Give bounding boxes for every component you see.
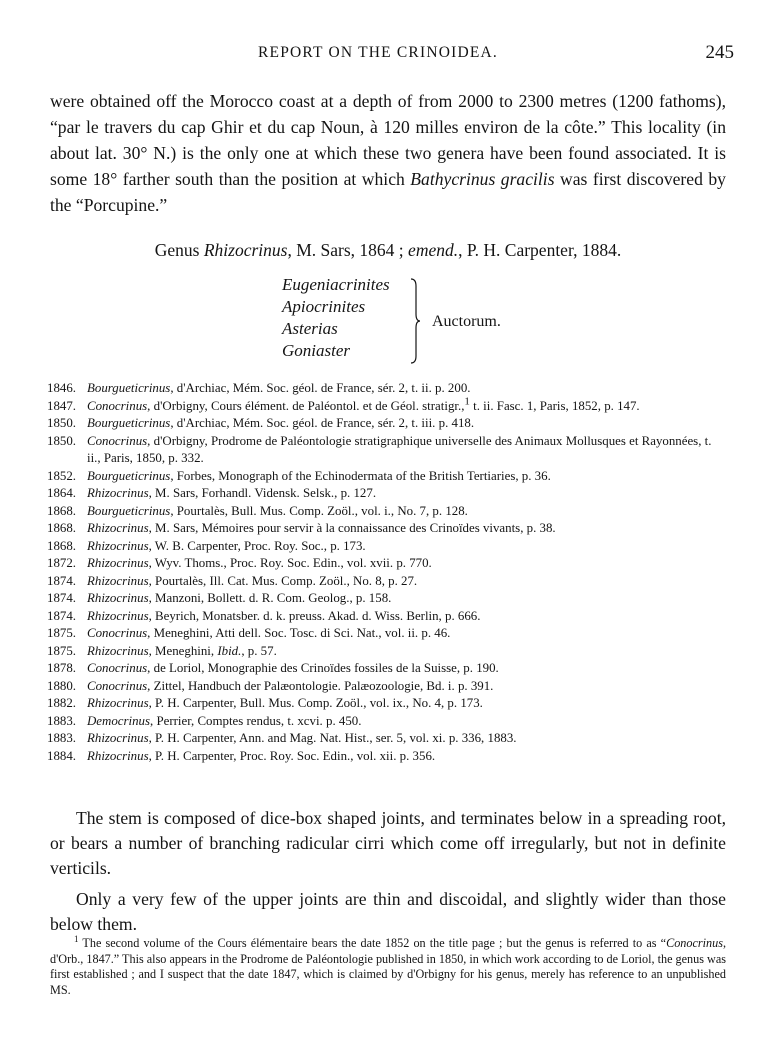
reference-text: , P. H. Carpenter, Proc. Roy. Soc. Edin., vol. xii. p. 356.	[148, 748, 436, 763]
reference-genus: Rhizocrinus	[87, 538, 149, 553]
reference-genus: Rhizocrinus	[87, 521, 149, 535]
reference-year: 1874.	[47, 573, 77, 588]
footnote-italic: Conocrinus	[666, 936, 723, 950]
reference-text: , Zittel, Handbuch der Palæontologie. Palæozoologie, Bd. i. p. 391.	[147, 678, 494, 693]
reference-year: 1884.	[47, 748, 77, 763]
reference-entry	[47, 660, 727, 678]
footnote	[50, 933, 726, 998]
reference-genus: Rhizocrinus	[87, 608, 149, 623]
genus-heading-suffix: , P. H. Carpenter, 1884.	[458, 240, 622, 260]
reference-year: 1883.	[47, 713, 77, 728]
reference-text: , P. H. Carpenter, Ann. and Mag. Nat. Hist., ser. 5, vol. xi. p. 336, 1883.	[148, 731, 517, 745]
reference-year: 1875.	[47, 626, 77, 640]
footnote-text-2: , d'Orb., 1847.” This also appears in the Prodrome de Paléontologie published in 1850, in which work according to de Loriol, the genus was first established ; and I suspect that the date 1847, which is claimed by d'Orbigny for his genus, merely has reference to an unpublished MS.	[50, 936, 726, 997]
reference-text: , Meneghini,	[148, 643, 218, 658]
reference-year: 1864.	[47, 486, 77, 500]
reference-entry	[47, 538, 727, 556]
reference-text: , d'Orbigny, Prodrome de Paléontologie stratigraphique universelle des Animaux Mollusques et Rayonnées, t. ii., Paris, 1850, p. 332.	[87, 433, 712, 465]
reference-entry	[47, 520, 727, 538]
reference-year: 1846.	[47, 381, 77, 395]
reference-text-continued: , p. 57.	[241, 643, 277, 658]
synonym-list	[282, 274, 390, 362]
reference-entry	[47, 730, 727, 748]
reference-entry	[47, 503, 727, 521]
reference-entry	[47, 485, 727, 503]
running-head: REPORT ON THE CRINOIDEA.	[258, 44, 498, 61]
reference-text: , d'Archiac, Mém. Soc. géol. de France, sér. 2, t. ii. p. 200.	[170, 381, 471, 395]
body-paragraph: The stem is composed of dice-box shaped joints, and terminates below in a spreading root, or bears a number of branching radicular cirri which come off irregularly, but not in definite verticils.	[50, 808, 726, 878]
synonym-item: Apiocrinites	[282, 297, 366, 316]
reference-entry	[47, 590, 727, 608]
synonymy-references	[47, 380, 727, 765]
reference-entry	[47, 748, 727, 766]
reference-genus: Rhizocrinus	[87, 591, 149, 605]
reference-text-continued: t. ii. Fasc. 1, Paris, 1852, p. 147.	[469, 398, 640, 413]
genus-heading	[0, 240, 776, 261]
reference-year: 1883.	[47, 731, 77, 745]
genus-heading-emend: emend.	[408, 240, 459, 260]
reference-year: 1847.	[47, 398, 77, 413]
reference-year: 1868.	[47, 503, 77, 518]
reference-entry	[47, 625, 727, 643]
reference-text: , de Loriol, Monographie des Crinoïdes fossiles de la Suisse, p. 190.	[147, 661, 499, 675]
reference-text: , M. Sars, Forhandl. Vidensk. Selsk., p. 127.	[148, 486, 377, 500]
reference-year: 1878.	[47, 661, 77, 675]
reference-year: 1874.	[47, 591, 77, 605]
reference-genus: Bourgueticrinus	[87, 381, 171, 395]
footnote-text-1: The second volume of the Cours élémentaire bears the date 1852 on the title page ; but the genus is referred to as “	[78, 936, 667, 950]
reference-genus: Bourgueticrinus	[87, 468, 171, 483]
reference-entry	[47, 695, 727, 713]
body-paragraph: Only a very few of the upper joints are thin and discoidal, and slightly wider than those below them.	[50, 889, 726, 934]
reference-text: , Beyrich, Monatsber. d. k. preuss. Akad. d. Wiss. Berlin, p. 666.	[148, 608, 481, 623]
reference-ibid: Ibid.	[217, 643, 242, 658]
reference-entry	[47, 678, 727, 696]
synonym-item: Eugeniacrinites	[282, 275, 390, 294]
reference-year: 1852.	[47, 468, 77, 483]
reference-entry	[47, 608, 727, 626]
reference-genus: Democrinus	[87, 713, 151, 728]
synonym-item: Goniaster	[282, 341, 350, 360]
reference-year: 1874.	[47, 608, 77, 623]
reference-entry	[47, 395, 727, 416]
genus-heading-name: Rhizocrinus	[203, 240, 288, 260]
footnote-marker: 1	[464, 395, 470, 408]
genus-heading-prefix: Genus	[154, 240, 204, 260]
reference-genus: Conocrinus	[87, 661, 148, 675]
footnote-number: 1	[74, 933, 79, 944]
reference-genus: Conocrinus	[87, 678, 148, 693]
reference-year: 1868.	[47, 538, 77, 553]
reference-text: , M. Sars, Mémoires pour servir à la connaissance des Crinoïdes vivants, p. 38.	[148, 521, 556, 535]
reference-entry	[47, 573, 727, 591]
reference-genus: Conocrinus	[87, 398, 148, 413]
reference-genus: Rhizocrinus	[87, 556, 149, 570]
synonym-item: Asterias	[282, 319, 338, 338]
reference-genus: Bourgueticrinus	[87, 416, 171, 430]
reference-text: , W. B. Carpenter, Proc. Roy. Soc., p. 173.	[148, 538, 366, 553]
reference-entry	[47, 380, 727, 398]
reference-text: , Forbes, Monograph of the Echinodermata of the British Tertiaries, p. 36.	[170, 468, 551, 483]
page-header	[0, 44, 776, 68]
reference-year: 1872.	[47, 556, 77, 570]
auctorum-label: Auctorum.	[432, 313, 501, 330]
reference-genus: Conocrinus	[87, 433, 148, 448]
reference-text: , d'Orbigny, Cours élément. de Paléontol. et de Géol. stratigr.,	[147, 398, 465, 413]
reference-year: 1868.	[47, 521, 77, 535]
reference-genus: Rhizocrinus	[87, 748, 149, 763]
reference-entry	[47, 433, 727, 468]
reference-entry	[47, 713, 727, 731]
reference-text: , Pourtalès, Ill. Cat. Mus. Comp. Zoöl., No. 8, p. 27.	[148, 573, 418, 588]
reference-entry	[47, 468, 727, 486]
reference-text: , Wyv. Thoms., Proc. Roy. Soc. Edin., vol. xvii. p. 770.	[148, 556, 432, 570]
reference-text: , Meneghini, Atti dell. Soc. Tosc. di Sci. Nat., vol. ii. p. 46.	[147, 626, 451, 640]
page-number: 245	[705, 42, 734, 63]
reference-year: 1880.	[47, 678, 77, 693]
reference-year: 1882.	[47, 696, 77, 710]
reference-text: , d'Archiac, Mém. Soc. géol. de France, sér. 2, t. iii. p. 418.	[170, 416, 475, 430]
reference-genus: Rhizocrinus	[87, 731, 149, 745]
reference-genus: Rhizocrinus	[87, 573, 149, 588]
reference-text: , Manzoni, Bollett. d. R. Com. Geolog., p. 158.	[148, 591, 392, 605]
reference-text: , P. H. Carpenter, Bull. Mus. Comp. Zoöl., vol. ix., No. 4, p. 173.	[148, 696, 483, 710]
body-text	[50, 806, 726, 943]
right-brace-icon	[410, 278, 420, 364]
reference-year: 1875.	[47, 643, 77, 658]
reference-genus: Rhizocrinus	[87, 486, 149, 500]
intro-text-1: were obtained off the Morocco coast at a depth of from 2000 to 2300 metres (1200 fathoms), “par le travers du cap Ghir et du cap Noun, à 120 milles environ de la côte.” This locality (in about lat. 30° N.) is the only one at which these two genera have been found associated. It is some 18° farther south than the position at which	[50, 91, 726, 189]
reference-year: 1850.	[47, 433, 77, 448]
reference-genus: Rhizocrinus	[87, 696, 149, 710]
intro-paragraph	[50, 88, 726, 218]
reference-entry	[47, 643, 727, 661]
reference-genus: Bourgueticrinus	[87, 503, 171, 518]
reference-entry	[47, 415, 727, 433]
genus-heading-middle: , M. Sars, 1864 ;	[287, 240, 409, 260]
reference-text: , Perrier, Comptes rendus, t. xcvi. p. 450.	[150, 713, 362, 728]
synonym-block	[282, 274, 501, 362]
reference-entry	[47, 555, 727, 573]
intro-species-italic: Bathycrinus gracilis	[410, 169, 555, 189]
reference-genus: Rhizocrinus	[87, 643, 149, 658]
reference-year: 1850.	[47, 416, 77, 430]
reference-genus: Conocrinus	[87, 626, 148, 640]
reference-text: , Pourtalès, Bull. Mus. Comp. Zoöl., vol. i., No. 7, p. 128.	[170, 503, 468, 518]
intro-text-2: was first discovered by the “Porcupine.”	[50, 169, 726, 215]
